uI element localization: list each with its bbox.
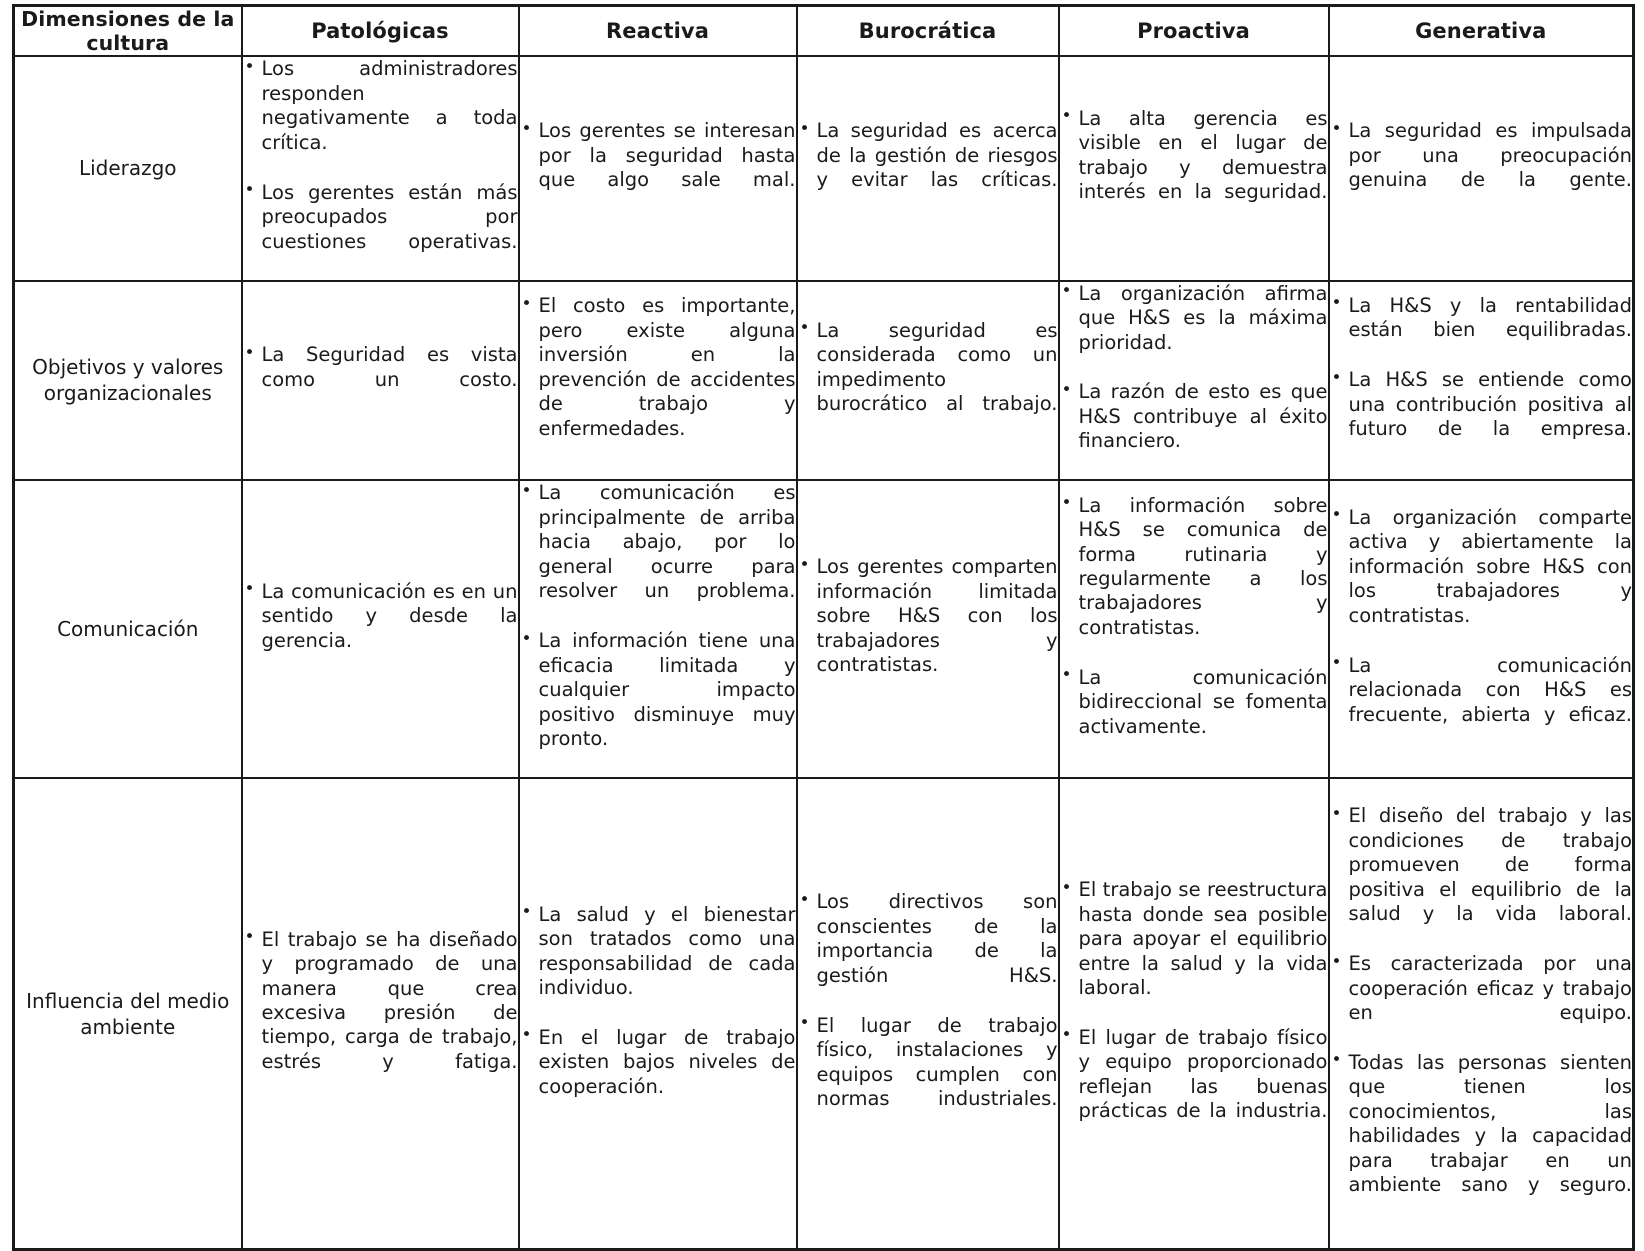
list-item: • Los directivos son conscientes de la importancia de la gestión H&S. bbox=[798, 890, 1058, 1012]
list-item: • Los gerentes comparten información limitada sobre H&S con los trabajadores y contratistas. bbox=[798, 555, 1058, 702]
bullet-list bbox=[1060, 494, 1328, 764]
column-header-reactiva: Reactiva bbox=[519, 6, 797, 57]
table-row bbox=[14, 281, 1634, 481]
column-header-proactiva: Proactiva bbox=[1059, 6, 1329, 57]
cell-comunicacion-burocratica bbox=[797, 480, 1059, 778]
bullet-list bbox=[1330, 804, 1633, 1222]
list-item: • La H&S se entiende como una contribución positiva al futuro de la empresa. bbox=[1330, 368, 1633, 466]
list-item: • La organización afirma que H&S es la máxima prioridad. bbox=[1060, 282, 1328, 380]
list-item: • La comunicación es principalmente de arriba hacia abajo, por lo general ocurre para resolver un problema. bbox=[520, 481, 796, 628]
cell-liderazgo-burocratica bbox=[797, 56, 1059, 280]
list-item: • La comunicación relacionada con H&S es frecuente, abierta y eficaz. bbox=[1330, 654, 1633, 752]
list-item: • La información tiene una eficacia limitada y cualquier impacto positivo disminuye muy pronto. bbox=[520, 629, 796, 776]
list-item: • La Seguridad es vista como un costo. bbox=[243, 343, 518, 416]
list-item: • La razón de esto es que H&S contribuye al éxito financiero. bbox=[1060, 380, 1328, 478]
bullet-list bbox=[1330, 506, 1633, 752]
list-item: • La alta gerencia es visible en el lugar de trabajo y demuestra interés en la seguridad. bbox=[1060, 107, 1328, 229]
cell-comunicacion-reactiva bbox=[519, 480, 797, 778]
list-item: • La seguridad es impulsada por una preocupación genuina de la gente. bbox=[1330, 119, 1633, 217]
row-label-comunicacion: Comunicación bbox=[14, 480, 242, 778]
bullet-list bbox=[798, 555, 1058, 702]
cell-influencia-generativa bbox=[1329, 778, 1634, 1250]
cell-influencia-burocratica bbox=[797, 778, 1059, 1250]
list-item: • El diseño del trabajo y las condiciones de trabajo promueven de forma positiva el equilibrio de la salud y la vida laboral. bbox=[1330, 804, 1633, 951]
list-item: • La organización comparte activa y abiertamente la información sobre H&S con los trabajadores y contratistas. bbox=[1330, 506, 1633, 653]
cell-objetivos-burocratica bbox=[797, 281, 1059, 481]
cell-liderazgo-reactiva bbox=[519, 56, 797, 280]
bullet-list bbox=[243, 928, 518, 1099]
column-header-burocratica: Burocrática bbox=[797, 6, 1059, 57]
bullet-list bbox=[1330, 294, 1633, 466]
cell-influencia-patologicas bbox=[242, 778, 519, 1250]
list-item: • La seguridad es acerca de la gestión de riesgos y evitar las críticas. bbox=[798, 119, 1058, 217]
safety-culture-table bbox=[12, 4, 1635, 1251]
header-row bbox=[14, 6, 1634, 57]
bullet-list bbox=[243, 57, 518, 278]
column-header-generativa: Generativa bbox=[1329, 6, 1634, 57]
cell-comunicacion-patologicas bbox=[242, 480, 519, 778]
list-item: • El lugar de trabajo físico y equipo proporcionado reflejan las buenas prácticas de la industria. bbox=[1060, 1026, 1328, 1148]
bullet-list bbox=[798, 119, 1058, 217]
list-item: • Todas las personas sienten que tienen los conocimientos, las habilidades y la capacidad para trabajar en un ambiente sano y seguro. bbox=[1330, 1051, 1633, 1222]
cell-liderazgo-generativa bbox=[1329, 56, 1634, 280]
list-item: • El trabajo se reestructura hasta donde sea posible para apoyar el equilibrio entre la salud y la vida laboral. bbox=[1060, 878, 1328, 1025]
bullet-list bbox=[1060, 107, 1328, 229]
list-item: • Los administradores responden negativamente a toda crítica. bbox=[243, 57, 518, 179]
list-item: • El costo es importante, pero existe alguna inversión en la prevención de accidentes de trabajo y enfermedades. bbox=[520, 294, 796, 465]
cell-influencia-proactiva bbox=[1059, 778, 1329, 1250]
bullet-list bbox=[520, 119, 796, 217]
list-item: • Los gerentes se interesan por la seguridad hasta que algo sale mal. bbox=[520, 119, 796, 217]
list-item: • La seguridad es considerada como un impedimento burocrático al trabajo. bbox=[798, 319, 1058, 441]
cell-objetivos-generativa bbox=[1329, 281, 1634, 481]
bullet-list bbox=[1330, 119, 1633, 217]
bullet-list bbox=[1060, 282, 1328, 479]
cell-objetivos-patologicas bbox=[242, 281, 519, 481]
cell-comunicacion-generativa bbox=[1329, 480, 1634, 778]
table-row bbox=[14, 56, 1634, 280]
bullet-list bbox=[243, 343, 518, 416]
column-header-dimensiones: Dimensiones de la cultura bbox=[14, 6, 242, 57]
table-header bbox=[14, 6, 1634, 57]
table-row bbox=[14, 480, 1634, 778]
table-row bbox=[14, 778, 1634, 1250]
bullet-list bbox=[798, 890, 1058, 1136]
table-body bbox=[14, 56, 1634, 1250]
cell-liderazgo-proactiva bbox=[1059, 56, 1329, 280]
list-item: • Es caracterizada por una cooperación eficaz y trabajo en equipo. bbox=[1330, 952, 1633, 1050]
row-label-influencia: Influencia del medio ambiente bbox=[14, 778, 242, 1250]
list-item: • La H&S y la rentabilidad están bien equilibradas. bbox=[1330, 294, 1633, 367]
bullet-list bbox=[520, 481, 796, 776]
cell-objetivos-reactiva bbox=[519, 281, 797, 481]
column-header-patologicas: Patológicas bbox=[242, 6, 519, 57]
cell-liderazgo-patologicas bbox=[242, 56, 519, 280]
cell-comunicacion-proactiva bbox=[1059, 480, 1329, 778]
bullet-list bbox=[520, 903, 796, 1124]
bullet-list bbox=[520, 294, 796, 465]
list-item: • La información sobre H&S se comunica de forma rutinaria y regularmente a los trabajadores y contratistas. bbox=[1060, 494, 1328, 665]
list-item: • El lugar de trabajo físico, instalaciones y equipos cumplen con normas industriales. bbox=[798, 1014, 1058, 1136]
list-item: • La salud y el bienestar son tratados como una responsabilidad de cada individuo. bbox=[520, 903, 796, 1025]
list-item: • La comunicación bidireccional se fomenta activamente. bbox=[1060, 666, 1328, 764]
row-label-liderazgo: Liderazgo bbox=[14, 56, 242, 280]
cell-influencia-reactiva bbox=[519, 778, 797, 1250]
row-label-objetivos: Objetivos y valores organizacionales bbox=[14, 281, 242, 481]
bullet-list bbox=[1060, 878, 1328, 1148]
list-item: • El trabajo se ha diseñado y programado de una manera que crea excesiva presión de tiempo, carga de trabajo, estrés y fatiga. bbox=[243, 928, 518, 1099]
bullet-list bbox=[798, 319, 1058, 441]
list-item: • La comunicación es en un sentido y desde la gerencia. bbox=[243, 580, 518, 678]
list-item: • Los gerentes están más preocupados por cuestiones operativas. bbox=[243, 181, 518, 279]
bullet-list bbox=[243, 580, 518, 678]
list-item: • En el lugar de trabajo existen bajos niveles de cooperación. bbox=[520, 1026, 796, 1124]
cell-objetivos-proactiva bbox=[1059, 281, 1329, 481]
